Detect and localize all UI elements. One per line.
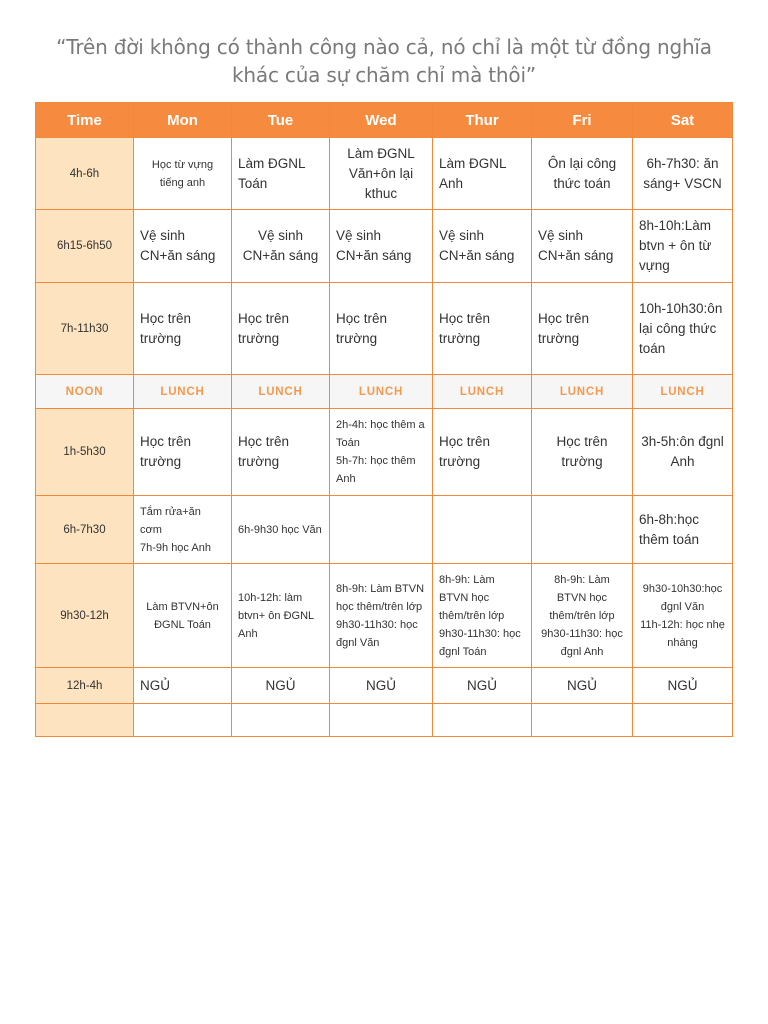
schedule-cell: Học trên trường (433, 409, 532, 496)
schedule-cell (232, 704, 330, 737)
schedule-cell: Vệ sinh CN+ăn sáng (232, 210, 330, 283)
lunch-cell: LUNCH (330, 375, 433, 409)
schedule-cell: NGỦ (134, 668, 232, 704)
schedule-cell: Vệ sinh CN+ăn sáng (532, 210, 633, 283)
lunch-cell: LUNCH (633, 375, 733, 409)
table-row (36, 210, 733, 283)
header-mon: Mon (134, 103, 232, 138)
time-cell: 4h-6h (36, 138, 134, 210)
time-cell: 6h-7h30 (36, 496, 134, 564)
schedule-cell: NGỦ (330, 668, 433, 704)
lunch-cell: LUNCH (532, 375, 633, 409)
schedule-cell: 10h-12h: làm btvn+ ôn ĐGNL Anh (232, 564, 330, 668)
time-cell (36, 704, 134, 737)
header-fri: Fri (532, 103, 633, 138)
schedule-cell: 6h-9h30 học Văn (232, 496, 330, 564)
schedule-cell: NGỦ (433, 668, 532, 704)
table-row (36, 496, 733, 564)
schedule-cell: 2h-4h: học thêm a Toán 5h-7h: học thêm Anh (330, 409, 433, 496)
header-tue: Tue (232, 103, 330, 138)
header-row (36, 103, 733, 138)
schedule-cell (134, 704, 232, 737)
schedule-cell: NGỦ (232, 668, 330, 704)
schedule-cell: Học trên trường (532, 283, 633, 375)
table-row (36, 138, 733, 210)
schedule-cell: 6h-7h30: ăn sáng+ VSCN (633, 138, 733, 210)
schedule-cell (532, 496, 633, 564)
schedule-cell (330, 496, 433, 564)
schedule-cell: Học trên trường (232, 409, 330, 496)
time-cell: 1h-5h30 (36, 409, 134, 496)
schedule-cell: 9h30-10h30:học đgnl Văn 11h-12h: học nhẹ nhàng (633, 564, 733, 668)
schedule-cell (433, 496, 532, 564)
schedule-cell: 8h-9h: Làm BTVN học thêm/trên lớp 9h30-11h30: học đgnl Anh (532, 564, 633, 668)
table-row (36, 668, 733, 704)
table-row-empty (36, 704, 733, 737)
header-sat: Sat (633, 103, 733, 138)
header-time: Time (36, 103, 134, 138)
schedule-cell: NGỦ (633, 668, 733, 704)
table-row (36, 283, 733, 375)
lunch-cell: LUNCH (433, 375, 532, 409)
schedule-cell: Vệ sinh CN+ăn sáng (433, 210, 532, 283)
weekly-schedule-table (35, 102, 733, 737)
schedule-cell: Học trên trường (532, 409, 633, 496)
time-cell: 12h-4h (36, 668, 134, 704)
schedule-cell: 6h-8h:học thêm toán (633, 496, 733, 564)
schedule-cell: NGỦ (532, 668, 633, 704)
schedule-cell: Làm ĐGNL Văn+ôn lại kthuc (330, 138, 433, 210)
header-wed: Wed (330, 103, 433, 138)
schedule-cell: Làm ĐGNL Toán (232, 138, 330, 210)
schedule-cell (633, 704, 733, 737)
schedule-cell: Vệ sinh CN+ăn sáng (330, 210, 433, 283)
schedule-cell (532, 704, 633, 737)
lunch-cell: LUNCH (134, 375, 232, 409)
schedule-cell: 8h-9h: Làm BTVN học thêm/trên lớp 9h30-11h30: học đgnl Văn (330, 564, 433, 668)
schedule-cell: 3h-5h:ôn đgnl Anh (633, 409, 733, 496)
header-thur: Thur (433, 103, 532, 138)
schedule-cell: Làm ĐGNL Anh (433, 138, 532, 210)
schedule-cell: Học trên trường (134, 409, 232, 496)
noon-label: NOON (36, 375, 134, 409)
noon-row (36, 375, 733, 409)
table-row (36, 564, 733, 668)
schedule-cell: Ôn lại công thức toán (532, 138, 633, 210)
quote-heading: “Trên đời không có thành công nào cả, nó chỉ là một từ đồng nghĩa khác của sự chăm chỉ mà thôi” (56, 35, 712, 87)
lunch-cell: LUNCH (232, 375, 330, 409)
schedule-cell: Học trên trường (433, 283, 532, 375)
time-cell: 6h15-6h50 (36, 210, 134, 283)
schedule-cell: 8h-9h: Làm BTVN học thêm/trên lớp 9h30-11h30: học đgnl Toán (433, 564, 532, 668)
schedule-cell: Tắm rửa+ăn cơm 7h-9h học Anh (134, 496, 232, 564)
time-cell: 9h30-12h (36, 564, 134, 668)
schedule-cell: Học từ vựng tiếng anh (134, 138, 232, 210)
schedule-cell: Học trên trường (330, 283, 433, 375)
time-cell: 7h-11h30 (36, 283, 134, 375)
schedule-cell: Học trên trường (134, 283, 232, 375)
schedule-cell (433, 704, 532, 737)
schedule-cell: Làm BTVN+ôn ĐGNL Toán (134, 564, 232, 668)
schedule-cell: 10h-10h30:ôn lại công thức toán (633, 283, 733, 375)
schedule-cell: Vệ sinh CN+ăn sáng (134, 210, 232, 283)
schedule-cell: Học trên trường (232, 283, 330, 375)
table-row (36, 409, 733, 496)
schedule-cell (330, 704, 433, 737)
schedule-cell: 8h-10h:Làm btvn + ôn từ vựng (633, 210, 733, 283)
